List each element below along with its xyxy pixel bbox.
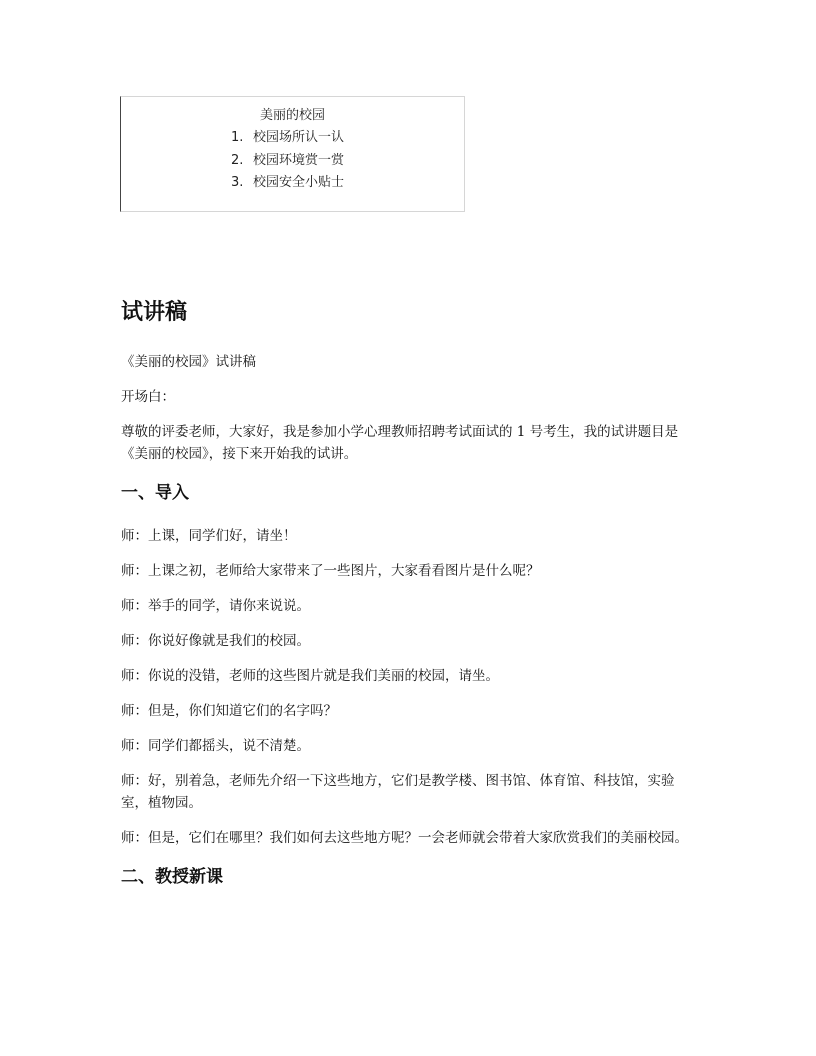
board-item-text: 校园环境赏一赏 <box>253 152 345 168</box>
intro-paragraph: 尊敬的评委老师，大家好，我是参加小学心理教师招聘考试面试的 1 号考生，我的试讲题目是《美丽的校园》，接下来开始我的试讲。 <box>121 424 679 462</box>
document-subtitle: 《美丽的校园》试讲稿 <box>121 354 256 370</box>
blackboard-outline <box>120 96 465 212</box>
dialogue-line: 师：同学们都摇头，说不清楚。 <box>121 738 310 754</box>
section-heading-new-lesson: 二、教授新课 <box>121 867 223 887</box>
board-list <box>231 127 344 195</box>
document-heading: 试讲稿 <box>121 300 188 325</box>
opening-label: 开场白： <box>121 389 175 405</box>
board-list-item <box>231 150 344 173</box>
board-item-text: 校园安全小贴士 <box>253 175 345 190</box>
dialogue-line: 师：但是，它们在哪里？我们如何去这些地方呢？一会老师就会带着大家欣赏我们的美丽校园。 <box>121 830 688 846</box>
dialogue-line: 师：你说的没错，老师的这些图片就是我们美丽的校园，请坐。 <box>121 668 499 684</box>
board-list-item <box>231 172 344 195</box>
section-heading-intro: 一、导入 <box>121 483 189 503</box>
dialogue-line: 师：好，别着急，老师先介绍一下这些地方，它们是教学楼、图书馆、体育馆、科技馆，实验室，植物园。 <box>121 773 675 811</box>
board-item-number: 2. <box>231 152 244 168</box>
dialogue-line: 师：上课之初，老师给大家带来了一些图片，大家看看图片是什么呢？ <box>121 563 540 579</box>
board-item-number: 1. <box>231 130 244 145</box>
document-body <box>121 295 701 909</box>
board-item-text: 校园场所认一认 <box>253 130 345 145</box>
board-title: 美丽的校园 <box>259 108 325 123</box>
dialogue-line: 师：但是，你们知道它们的名字吗？ <box>121 703 337 719</box>
board-item-number: 3. <box>231 175 244 190</box>
dialogue-line: 师：上课，同学们好，请坐！ <box>121 528 297 544</box>
board-list-item <box>231 127 344 150</box>
dialogue-line: 师：你说好像就是我们的校园。 <box>121 633 310 649</box>
dialogue-line: 师：举手的同学，请你来说说。 <box>121 598 310 614</box>
